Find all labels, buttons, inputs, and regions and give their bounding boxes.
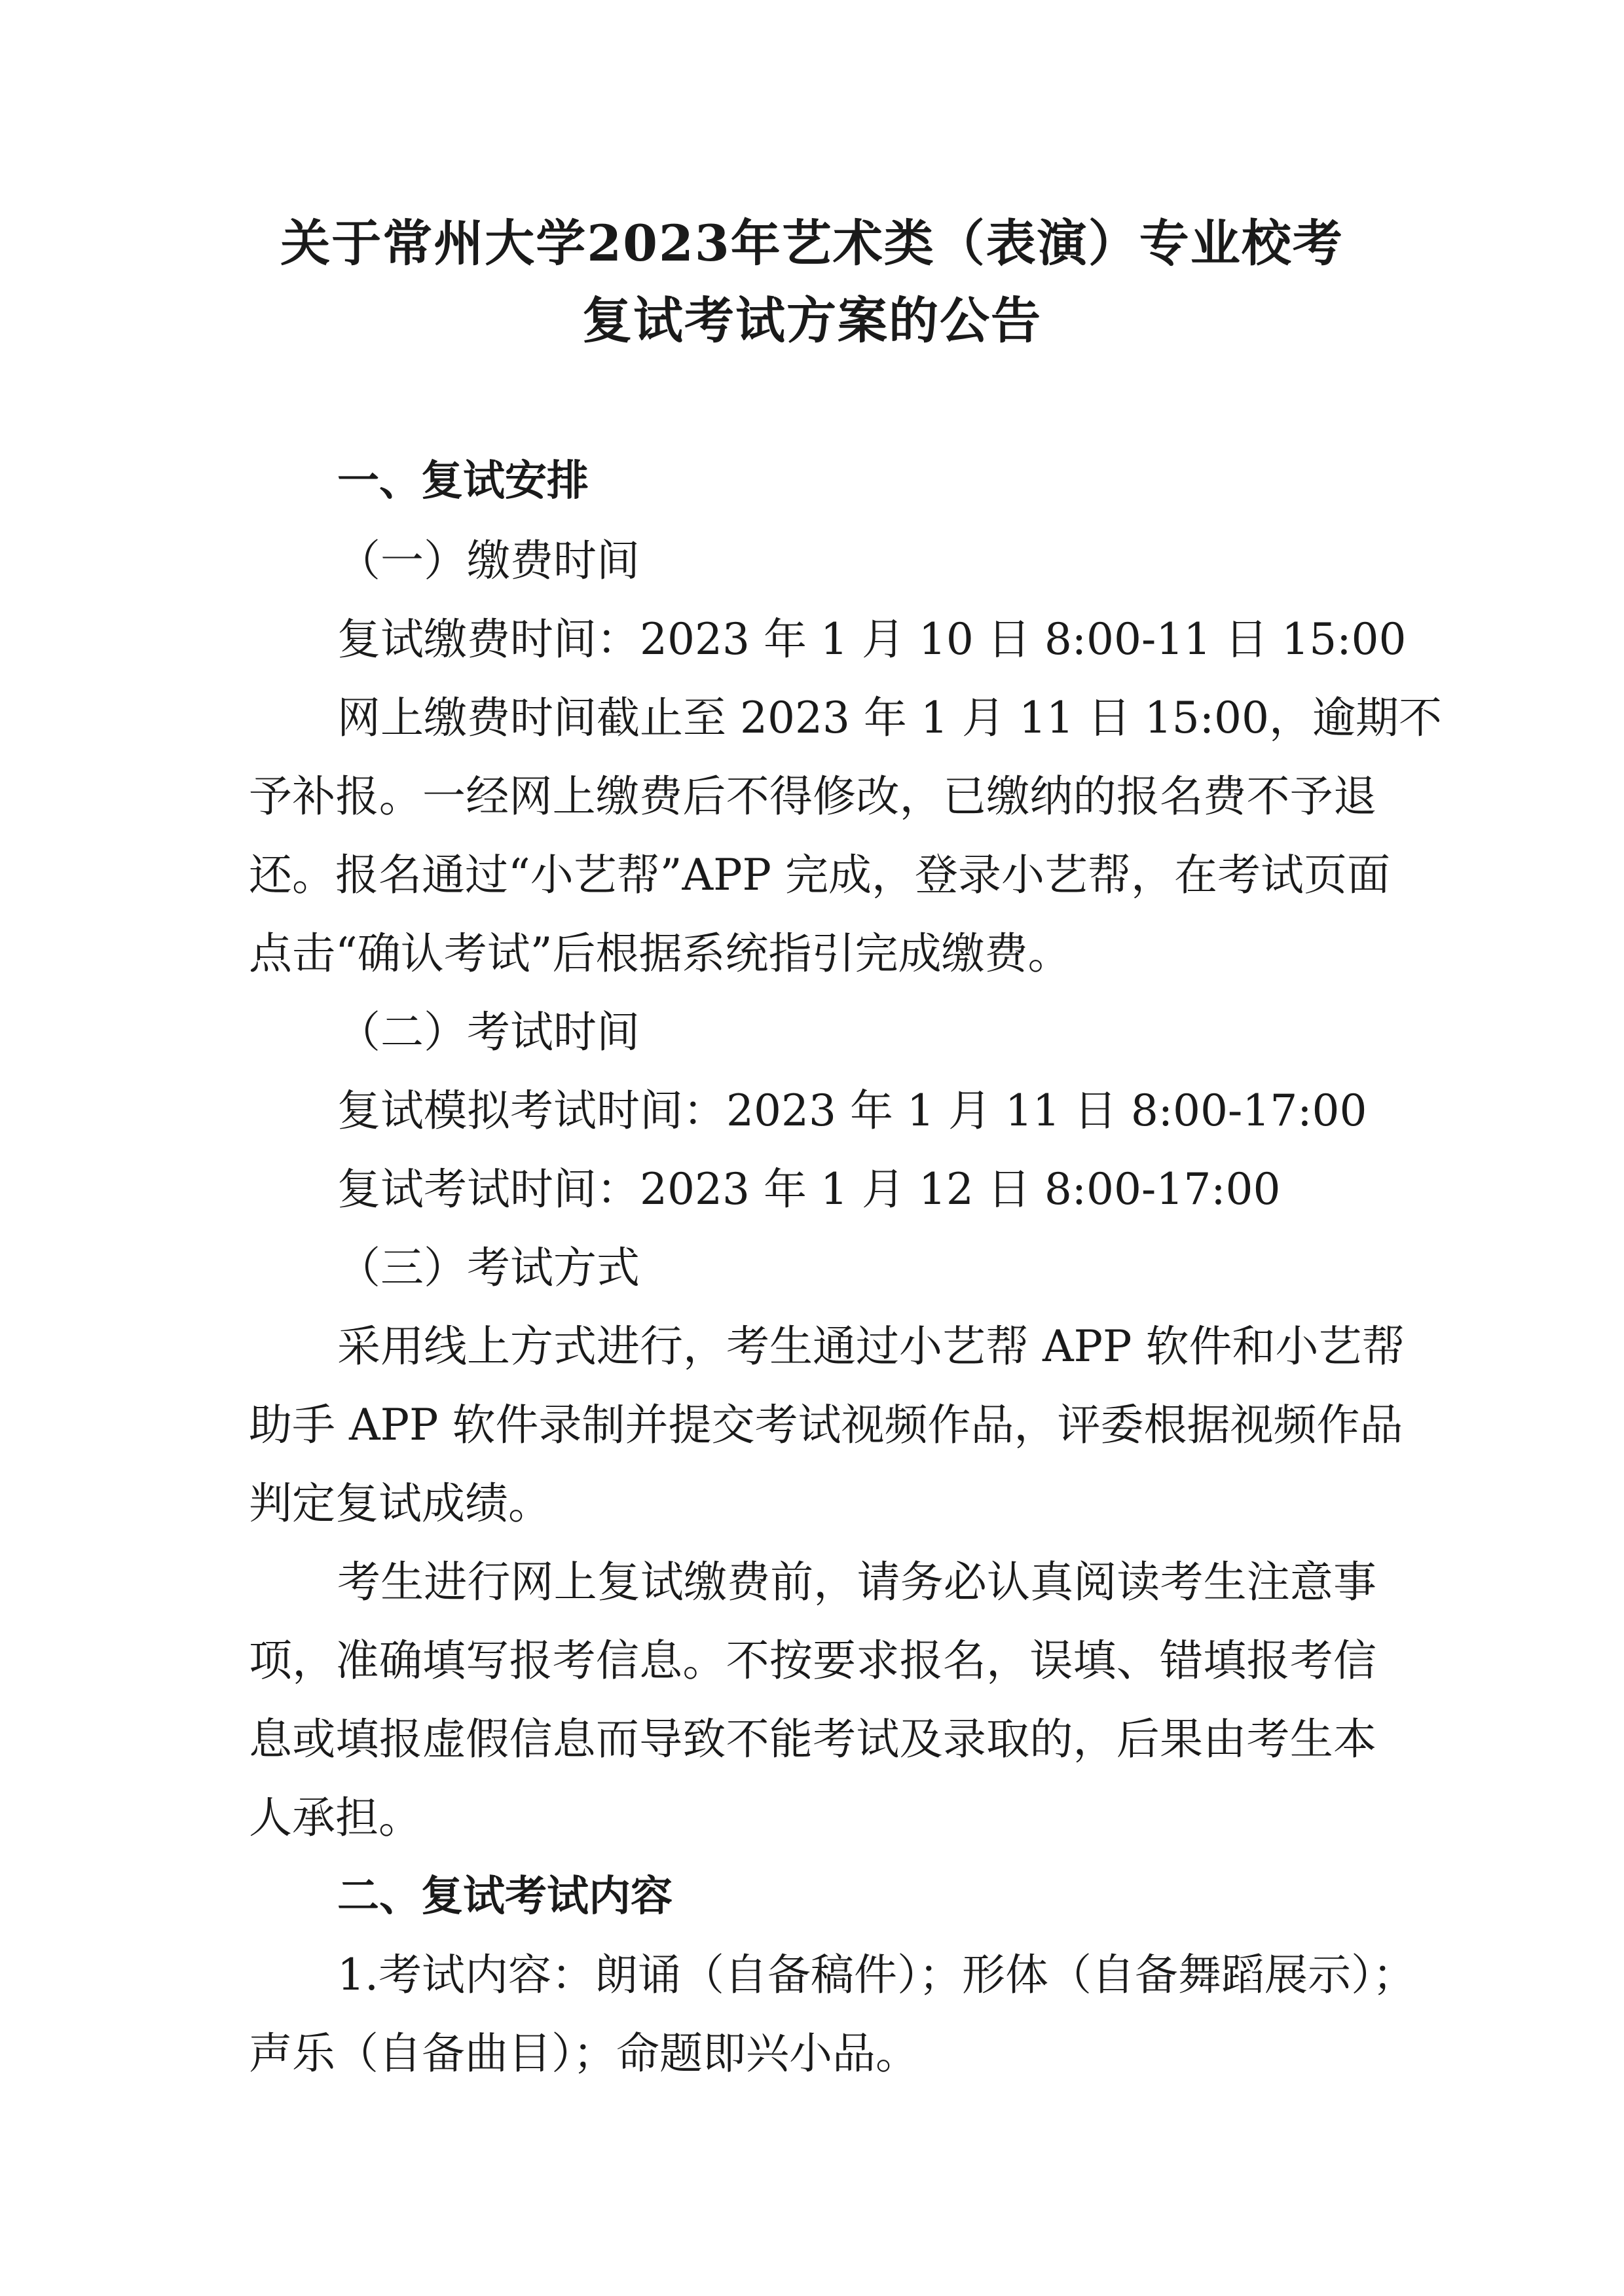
notice-para-line3: 息或填报虚假信息而导致不能考试及录取的，后果由考生本 xyxy=(249,1714,1376,1764)
notice-para-line2: 项，准确填写报考信息。不按要求报名，误填、错填报考信 xyxy=(249,1635,1376,1686)
subsection3-heading: （三）考试方式 xyxy=(337,1243,640,1293)
exam-time-text: 复试考试时间：2023 年 1 月 12 日 8:00-17:00 xyxy=(337,1164,1281,1214)
section2-heading: 二、复试考试内容 xyxy=(337,1872,673,1921)
method-para-line1: 采用线上方式进行，考生通过小艺帮 APP 软件和小艺帮 xyxy=(337,1321,1405,1372)
content-para-line2: 声乐（自备曲目）；命题即兴小品。 xyxy=(249,2028,919,2079)
payment-para-line2: 予补报。一经网上缴费后不得修改，已缴纳的报名费不予退 xyxy=(249,771,1376,822)
payment-para-line3: 还。报名通过“小艺帮”APP 完成，登录小艺帮，在考试页面 xyxy=(249,850,1390,900)
notice-para-line4: 人承担。 xyxy=(249,1793,422,1843)
subsection2-heading: （二）考试时间 xyxy=(337,1007,640,1057)
content-para-line1: 1.考试内容：朗诵（自备稿件）；形体（自备舞蹈展示）； xyxy=(337,1950,1416,2000)
method-para-line2: 助手 APP 软件录制并提交考试视频作品，评委根据视频作品 xyxy=(249,1400,1403,1450)
method-para-line3: 判定复试成绩。 xyxy=(249,1478,551,1529)
mock-exam-time-text: 复试模拟考试时间：2023 年 1 月 11 日 8:00-17:00 xyxy=(337,1085,1367,1136)
section1-heading: 一、复试安排 xyxy=(337,457,589,505)
subsection1-heading: （一）缴费时间 xyxy=(337,536,640,586)
document-title-line2: 复试考试方案的公告 xyxy=(582,291,1042,350)
payment-para-line1: 网上缴费时间截止至 2023 年 1 月 11 日 15:00，逾期不 xyxy=(337,693,1442,743)
payment-para-line4: 点击“确认考试”后根据系统指引完成缴费。 xyxy=(249,928,1071,979)
notice-para-line1: 考生进行网上复试缴费前，请务必认真阅读考生注意事 xyxy=(337,1557,1376,1607)
payment-time-text: 复试缴费时间：2023 年 1 月 10 日 8:00-11 日 15:00 xyxy=(337,614,1407,665)
document-title-line1: 关于常州大学2023年艺术类（表演）专业校考 xyxy=(280,214,1344,272)
